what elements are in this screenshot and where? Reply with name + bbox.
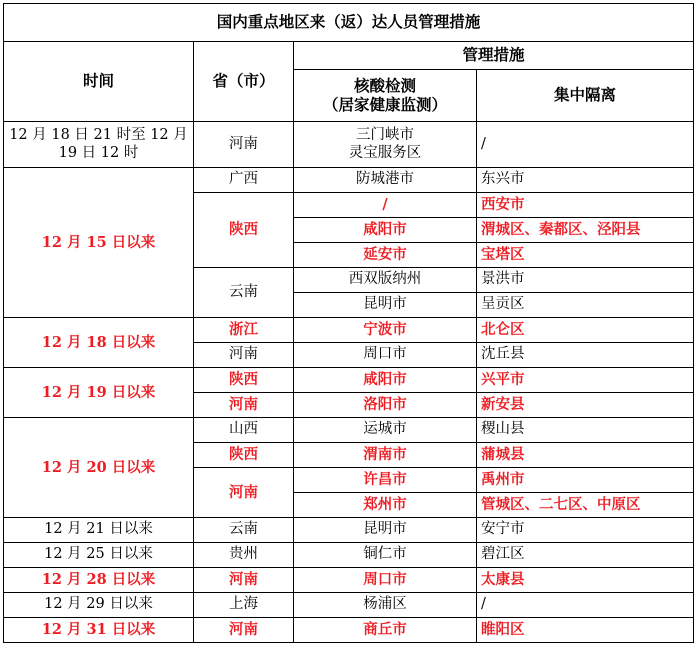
nucleic-line1: 三门峡市	[356, 127, 414, 144]
nucleic-cell: 渭南市	[294, 443, 477, 468]
quarantine-cell: 稷山县	[477, 418, 694, 443]
time-cell: 12 月 18 日 21 时至 12 月 19 日 12 时	[4, 122, 194, 168]
nucleic-cell: 周口市	[294, 343, 477, 368]
province-cell: 云南	[194, 518, 294, 543]
province-cell: 陕西	[194, 443, 294, 468]
nucleic-cell: 铜仁市	[294, 543, 477, 568]
province-cell: 贵州	[194, 543, 294, 568]
quarantine-cell: 碧江区	[477, 543, 694, 568]
province-cell: 河南	[194, 393, 294, 418]
nucleic-line2: 灵宝服务区	[348, 144, 422, 161]
nucleic-cell: 商丘市	[294, 618, 477, 643]
table-row	[4, 568, 694, 593]
time-cell: 12 月 28 日以来	[4, 568, 194, 593]
header-row	[4, 42, 694, 70]
table-row	[4, 168, 694, 193]
quarantine-cell: /	[477, 122, 694, 168]
province-cell: 河南	[194, 468, 294, 518]
time-cell: 12 月 31 日以来	[4, 618, 194, 643]
nucleic-cell: 运城市	[294, 418, 477, 443]
province-cell: 河南	[194, 343, 294, 368]
header-time: 时间	[4, 42, 194, 122]
measures-table	[3, 3, 694, 643]
nucleic-cell: 咸阳市	[294, 368, 477, 393]
header-nucleic-line2: （居家健康监测）	[322, 94, 447, 114]
nucleic-cell	[294, 122, 477, 168]
quarantine-cell: 景洪市	[477, 268, 694, 293]
title-row	[4, 4, 694, 42]
province-cell: 河南	[194, 618, 294, 643]
table-row	[4, 318, 694, 343]
quarantine-cell: 蒲城县	[477, 443, 694, 468]
table-row	[4, 543, 694, 568]
province-cell: 山西	[194, 418, 294, 443]
quarantine-cell: 新安县	[477, 393, 694, 418]
time-cell: 12 月 18 日以来	[4, 318, 194, 368]
quarantine-cell: 安宁市	[477, 518, 694, 543]
nucleic-cell: 防城港市	[294, 168, 477, 193]
quarantine-cell: 东兴市	[477, 168, 694, 193]
nucleic-cell: 宁波市	[294, 318, 477, 343]
province-cell: 河南	[194, 568, 294, 593]
time-cell: 12 月 29 日以来	[4, 593, 194, 618]
quarantine-cell: 宝塔区	[477, 243, 694, 268]
quarantine-cell: 管城区、二七区、中原区	[477, 493, 694, 518]
province-cell: 河南	[194, 122, 294, 168]
table-row	[4, 618, 694, 643]
nucleic-cell: 昆明市	[294, 293, 477, 318]
table-row	[4, 593, 694, 618]
header-measures: 管理措施	[294, 42, 694, 70]
quarantine-cell: 睢阳区	[477, 618, 694, 643]
table-row	[4, 122, 694, 168]
quarantine-cell: 呈贡区	[477, 293, 694, 318]
time-cell: 12 月 21 日以来	[4, 518, 194, 543]
quarantine-cell: 沈丘县	[477, 343, 694, 368]
header-nucleic	[294, 70, 477, 122]
header-quarantine: 集中隔离	[477, 70, 694, 122]
nucleic-cell: 昆明市	[294, 518, 477, 543]
nucleic-cell: 郑州市	[294, 493, 477, 518]
nucleic-cell: 周口市	[294, 568, 477, 593]
nucleic-cell: 西双版纳州	[294, 268, 477, 293]
province-cell: 浙江	[194, 318, 294, 343]
quarantine-cell: 西安市	[477, 193, 694, 218]
time-cell: 12 月 25 日以来	[4, 543, 194, 568]
nucleic-cell: 咸阳市	[294, 218, 477, 243]
nucleic-cell: 洛阳市	[294, 393, 477, 418]
table-row	[4, 518, 694, 543]
table-title: 国内重点地区来（返）达人员管理措施	[4, 4, 694, 42]
nucleic-cell: 延安市	[294, 243, 477, 268]
nucleic-cell: 杨浦区	[294, 593, 477, 618]
province-cell: 陕西	[194, 368, 294, 393]
header-nucleic-line1: 核酸检测	[353, 75, 416, 95]
table-row	[4, 368, 694, 393]
time-cell: 12 月 15 日以来	[4, 168, 194, 318]
quarantine-cell: 太康县	[477, 568, 694, 593]
quarantine-cell: /	[477, 593, 694, 618]
nucleic-cell: /	[294, 193, 477, 218]
quarantine-cell: 禹州市	[477, 468, 694, 493]
time-cell: 12 月 19 日以来	[4, 368, 194, 418]
header-province: 省（市）	[194, 42, 294, 122]
quarantine-cell: 北仑区	[477, 318, 694, 343]
quarantine-cell: 渭城区、秦都区、泾阳县	[477, 218, 694, 243]
province-cell: 广西	[194, 168, 294, 193]
province-cell: 陕西	[194, 193, 294, 268]
time-cell: 12 月 20 日以来	[4, 418, 194, 518]
table-row	[4, 418, 694, 443]
province-cell: 云南	[194, 268, 294, 318]
quarantine-cell: 兴平市	[477, 368, 694, 393]
province-cell: 上海	[194, 593, 294, 618]
nucleic-cell: 许昌市	[294, 468, 477, 493]
